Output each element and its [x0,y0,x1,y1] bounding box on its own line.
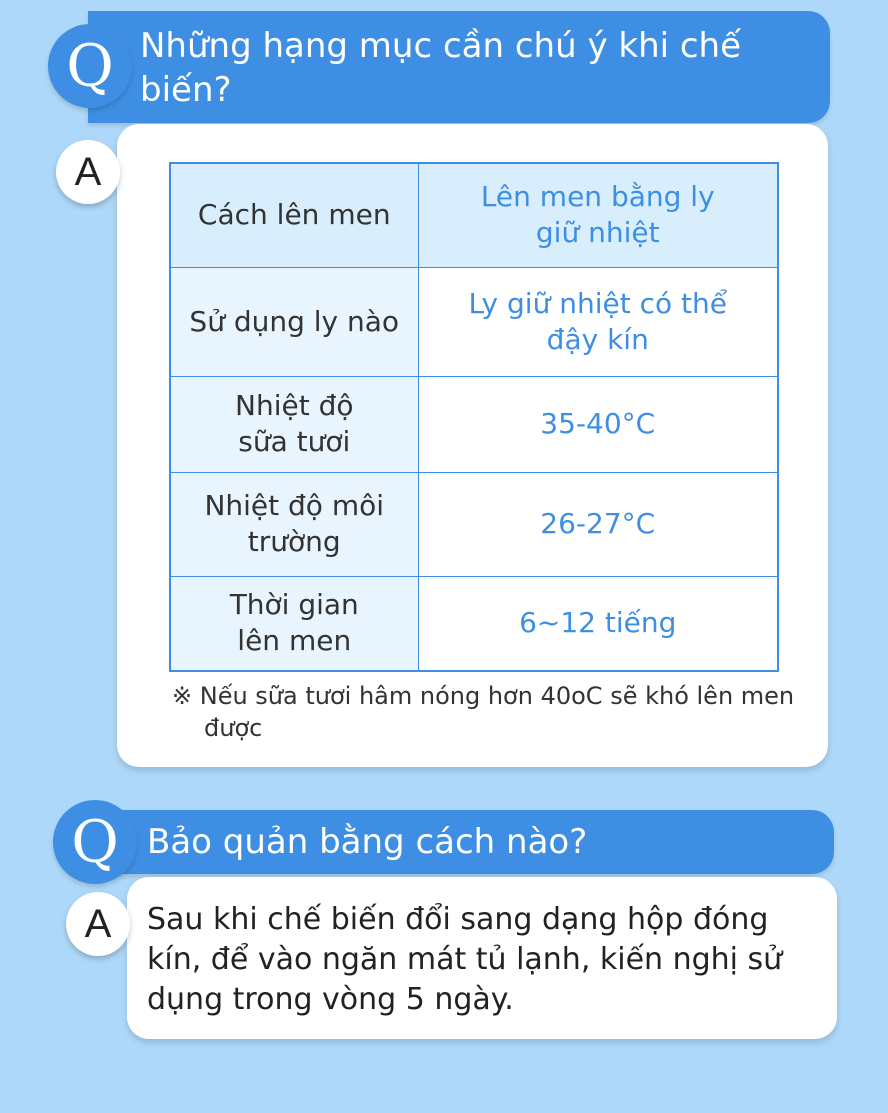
answer-text-2: Sau khi chế biến đổi sang dạng hộp đóng kín, để vào ngăn mát tủ lạnh, kiến nghị sử dụng trong vòng 5 ngày. [147,902,783,1017]
table-label-cell: Sử dụng ly nào [170,267,418,376]
answer-badge-2 [66,892,130,956]
table-value-cell: Ly giữ nhiệt có thể đậy kín [418,267,778,376]
answer-badge-label: A [84,901,112,946]
table-value-cell: 26-27°C [418,472,778,576]
question-badge-1 [48,24,132,108]
table-value-cell: 35-40°C [418,376,778,472]
table-value-cell: 6~12 tiếng [418,576,778,671]
fermentation-table [169,162,779,672]
answer-badge-label: A [74,149,102,194]
table-label-cell: Thời gian lên men [170,576,418,671]
question-badge-2 [53,800,137,884]
question-text-1: Những hạng mục cần chú ý khi chế biến? [140,26,742,110]
table-row [170,163,778,267]
table-row [170,472,778,576]
table-row [170,576,778,671]
table-row [170,376,778,472]
answer-badge-1 [56,140,120,204]
table-label-cell: Nhiệt độ sữa tươi [170,376,418,472]
table-label-cell: Nhiệt độ môi trường [170,472,418,576]
question-badge-label: Q [66,32,114,100]
question-text-2: Bảo quản bằng cách nào? [147,822,588,862]
table-row [170,267,778,376]
table-label-cell: Cách lên men [170,163,418,267]
question-badge-label: Q [71,808,119,876]
table-footnote: ※ Nếu sữa tươi hâm nóng hơn 40oC sẽ khó lên men được [172,682,795,742]
table-value-cell: Lên men bằng ly giữ nhiệt [418,163,778,267]
